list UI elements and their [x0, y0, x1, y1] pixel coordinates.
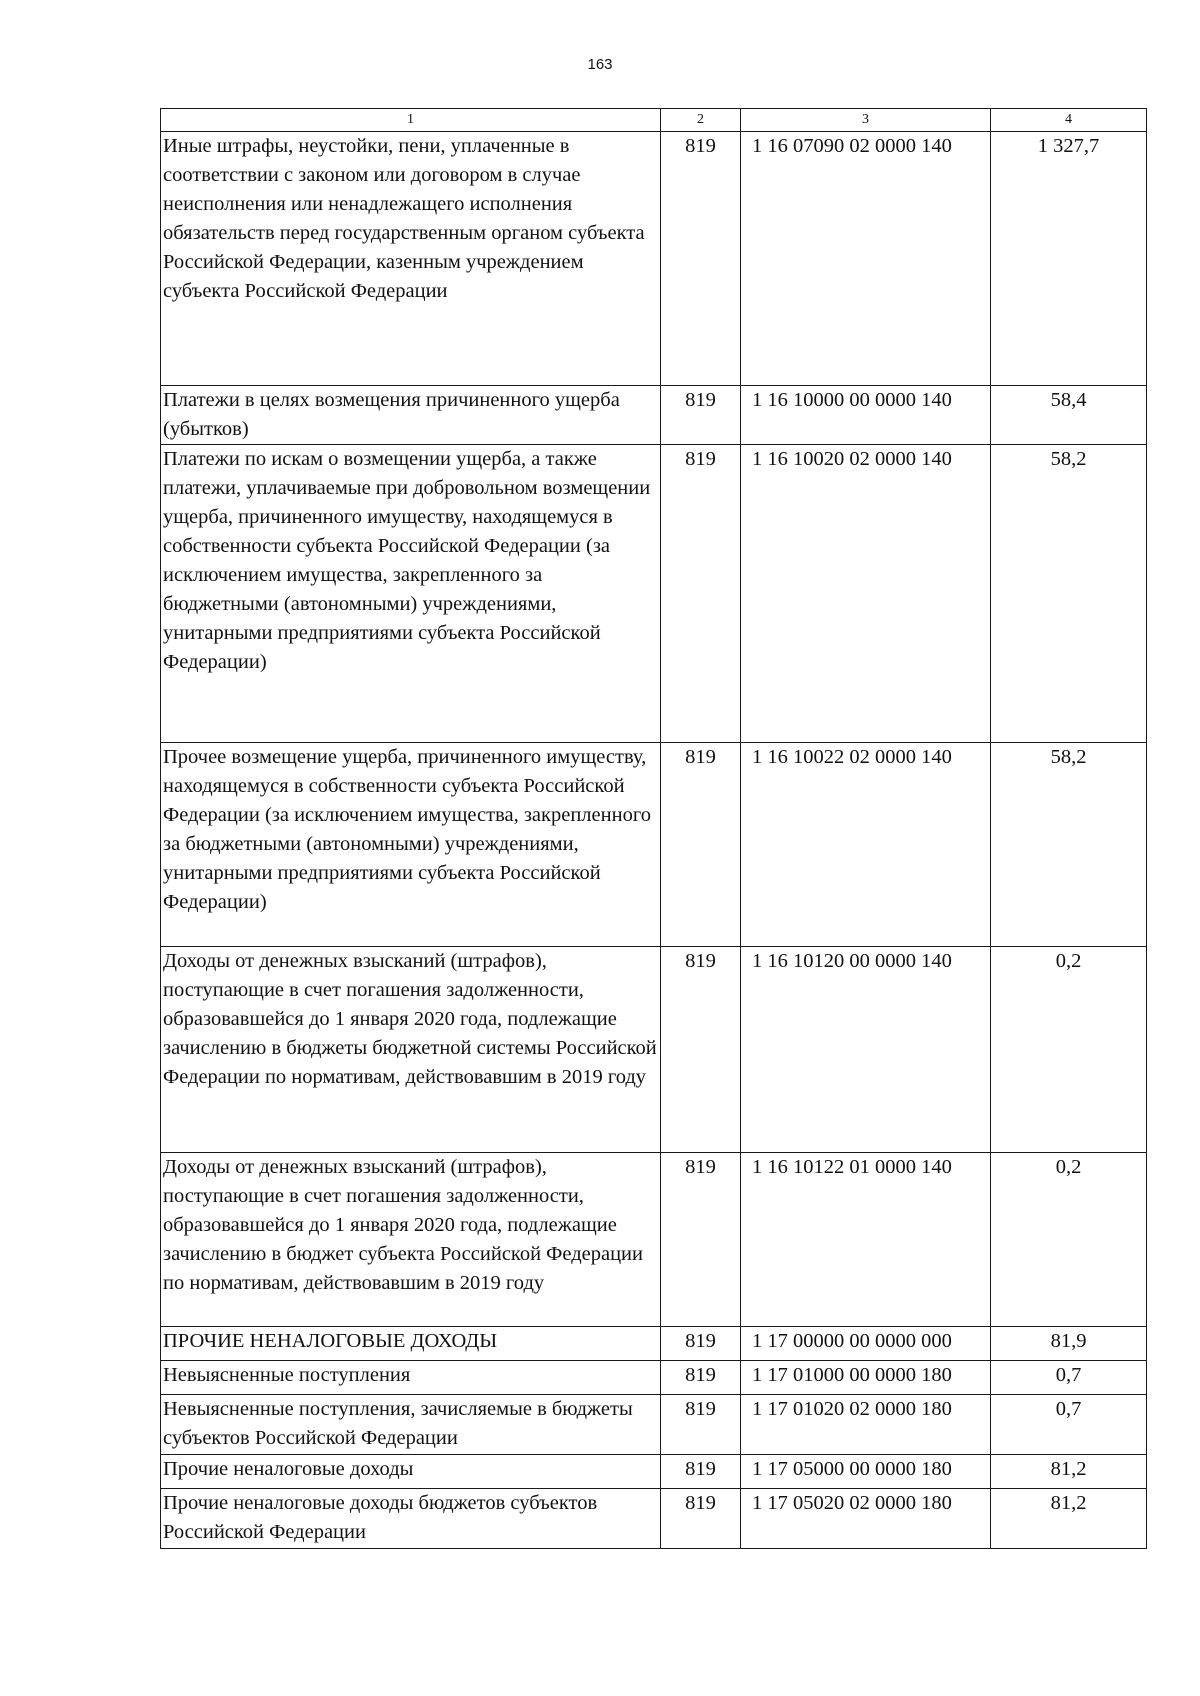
row-budget-code: 1 17 01020 02 0000 180	[741, 1395, 991, 1455]
row-budget-code: 1 16 07090 02 0000 140	[741, 132, 991, 386]
row-budget-code: 1 17 05020 02 0000 180	[741, 1489, 991, 1549]
table-row	[161, 132, 1147, 386]
row-admin-code: 819	[661, 1361, 741, 1395]
row-admin-code: 819	[661, 743, 741, 947]
row-budget-code: 1 16 10122 01 0000 140	[741, 1153, 991, 1327]
row-budget-code: 1 16 10022 02 0000 140	[741, 743, 991, 947]
table-header-row	[161, 109, 1147, 132]
row-budget-code: 1 17 05000 00 0000 180	[741, 1455, 991, 1489]
row-name: Доходы от денежных взысканий (штрафов), поступающие в счет погашения задолженности, образовавшейся до 1 января 2020 года, подлежащие зачислению в бюджеты бюджетной системы Российской Федерации по нормативам, действовавшим в 2019 году	[161, 947, 661, 1153]
row-name: Платежи по искам о возмещении ущерба, а также платежи, уплачиваемые при добровольном возмещении ущерба, причиненного имуществу, находящемуся в собственности субъекта Российской Федерации (за исключением имущества, закрепленного за бюджетными (автономными) учреждениями, унитарными предприятиями субъекта Российской Федерации)	[161, 445, 661, 743]
row-amount: 0,2	[991, 1153, 1147, 1327]
header-col-2: 2	[661, 109, 741, 132]
table-row	[161, 947, 1147, 1153]
row-name: Невыясненные поступления, зачисляемые в бюджеты субъектов Российской Федерации	[161, 1395, 661, 1455]
row-budget-code: 1 16 10000 00 0000 140	[741, 386, 991, 445]
header-col-1: 1	[161, 109, 661, 132]
row-name: ПРОЧИЕ НЕНАЛОГОВЫЕ ДОХОДЫ	[161, 1327, 661, 1361]
header-col-3: 3	[741, 109, 991, 132]
row-admin-code: 819	[661, 386, 741, 445]
table-row	[161, 445, 1147, 743]
row-amount: 0,2	[991, 947, 1147, 1153]
row-amount: 81,9	[991, 1327, 1147, 1361]
row-amount: 81,2	[991, 1455, 1147, 1489]
row-admin-code: 819	[661, 445, 741, 743]
row-amount: 0,7	[991, 1361, 1147, 1395]
row-admin-code: 819	[661, 1489, 741, 1549]
row-name: Платежи в целях возмещения причиненного ущерба (убытков)	[161, 386, 661, 445]
row-amount: 0,7	[991, 1395, 1147, 1455]
page-number: 163	[587, 56, 613, 73]
row-name: Невыясненные поступления	[161, 1361, 661, 1395]
table-row	[161, 1361, 1147, 1395]
table-row	[161, 1455, 1147, 1489]
row-admin-code: 819	[661, 947, 741, 1153]
row-admin-code: 819	[661, 1153, 741, 1327]
row-admin-code: 819	[661, 132, 741, 386]
table-row	[161, 1395, 1147, 1455]
row-amount: 58,2	[991, 743, 1147, 947]
row-name: Прочие неналоговые доходы бюджетов субъектов Российской Федерации	[161, 1489, 661, 1549]
row-budget-code: 1 16 10020 02 0000 140	[741, 445, 991, 743]
row-budget-code: 1 16 10120 00 0000 140	[741, 947, 991, 1153]
table-row	[161, 1327, 1147, 1361]
header-col-4: 4	[991, 109, 1147, 132]
table-row	[161, 1489, 1147, 1549]
row-amount: 1 327,7	[991, 132, 1147, 386]
row-name: Прочее возмещение ущерба, причиненного имуществу, находящемуся в собственности субъекта Российской Федерации (за исключением имущества, закрепленного за бюджетными (автономными) учреждениями, унитарными предприятиями субъекта Российской Федерации)	[161, 743, 661, 947]
table-row	[161, 1153, 1147, 1327]
row-admin-code: 819	[661, 1395, 741, 1455]
row-name: Доходы от денежных взысканий (штрафов), поступающие в счет погашения задолженности, образовавшейся до 1 января 2020 года, подлежащие зачислению в бюджет субъекта Российской Федерации по нормативам, действовавшим в 2019 году	[161, 1153, 661, 1327]
row-budget-code: 1 17 01000 00 0000 180	[741, 1361, 991, 1395]
row-name: Иные штрафы, неустойки, пени, уплаченные в соответствии с законом или договором в случае неисполнения или ненадлежащего исполнения обязательств перед государственным органом субъекта Российской Федерации, казенным учреждением субъекта Российской Федерации	[161, 132, 661, 386]
table-row	[161, 386, 1147, 445]
row-admin-code: 819	[661, 1327, 741, 1361]
row-name: Прочие неналоговые доходы	[161, 1455, 661, 1489]
row-budget-code: 1 17 00000 00 0000 000	[741, 1327, 991, 1361]
row-amount: 81,2	[991, 1489, 1147, 1549]
row-admin-code: 819	[661, 1455, 741, 1489]
row-amount: 58,4	[991, 386, 1147, 445]
table-row	[161, 743, 1147, 947]
row-amount: 58,2	[991, 445, 1147, 743]
revenue-table	[160, 108, 1147, 1549]
